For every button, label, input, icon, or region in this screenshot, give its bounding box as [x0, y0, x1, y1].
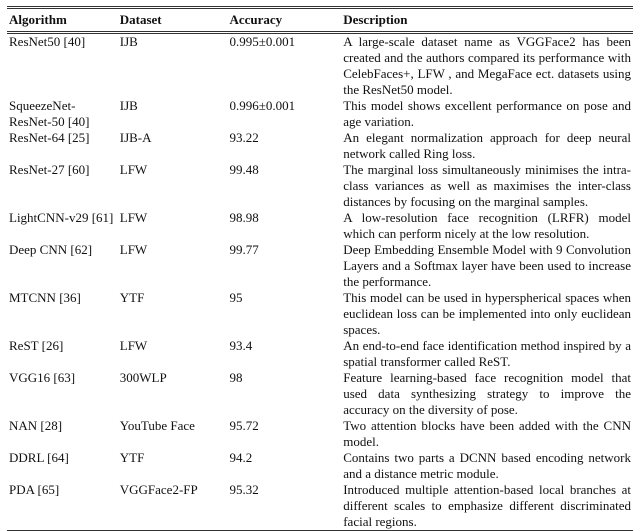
dataset-cell: LFW [119, 162, 148, 177]
description-cell: Feature learning-based face recognition model that used data synthesizing strategy to improve the accuracy on the diversity of pose. [343, 370, 631, 417]
algorithm-cell: MTCNN [36] [9, 290, 81, 305]
algorithm-cell: ResNet-27 [60] [9, 162, 90, 177]
dataset-cell: IJB-A [119, 130, 152, 145]
header-row [7, 8, 633, 33]
header-algorithm: Algorithm [9, 12, 67, 27]
table-row [7, 210, 633, 242]
accuracy-cell: 95.32 [229, 482, 259, 497]
accuracy-cell: 95.72 [229, 418, 259, 433]
description-cell: An elegant normalization approach for deep neural network called Ring loss. [343, 130, 631, 161]
accuracy-cell: 99.77 [229, 242, 259, 257]
table-row [7, 33, 633, 99]
dataset-cell: LFW [119, 338, 148, 353]
description-cell: Contains two parts a DCNN based encoding network and a distance metric module. [343, 450, 631, 481]
table-row [7, 370, 633, 418]
results-table [7, 6, 633, 531]
algorithm-cell: DDRL [64] [9, 450, 69, 465]
table-row [7, 450, 633, 482]
algorithm-cell: ResNet-64 [25] [9, 130, 90, 145]
algorithm-cell: NAN [28] [9, 418, 63, 433]
description-cell: Introduced multiple attention-based local branches at different scales to emphasize different discriminated facial regions. [343, 482, 631, 529]
description-cell: Two attention blocks have been added with the CNN model. [343, 418, 631, 449]
dataset-cell: VGGFace2-FP [119, 482, 198, 497]
accuracy-cell: 95 [229, 290, 243, 305]
table-row [7, 482, 633, 531]
dataset-cell: YTF [119, 450, 145, 465]
table-row [7, 98, 633, 130]
table-row [7, 338, 633, 370]
accuracy-cell: 94.2 [229, 450, 253, 465]
table-row [7, 130, 633, 162]
description-cell: Deep Embedding Ensemble Model with 9 Convolution Layers and a Softmax layer have been used to increase the performance. [343, 242, 631, 289]
dataset-cell: YTF [119, 290, 145, 305]
dataset-cell: LFW [119, 210, 148, 225]
dataset-cell: YouTube Face [119, 418, 195, 433]
header-accuracy: Accuracy [229, 12, 283, 27]
accuracy-cell: 93.22 [229, 130, 259, 145]
table-row [7, 290, 633, 338]
table-row [7, 418, 633, 450]
algorithm-cell: PDA [65] [9, 482, 60, 497]
accuracy-cell: 0.995±0.001 [229, 34, 296, 49]
description-cell: This model can be used in hyperspherical spaces when euclidean loss can be implemented into only euclidean spaces. [343, 290, 631, 337]
description-cell: An end-to-end face identification method inspired by a spatial transformer called ReST. [343, 338, 631, 369]
dataset-cell: LFW [119, 242, 148, 257]
accuracy-cell: 93.4 [229, 338, 253, 353]
accuracy-cell: 98 [229, 370, 243, 385]
description-cell: The marginal loss simultaneously minimises the intra-class variances as well as maximises the inter-class distances by focusing on the marginal samples. [343, 162, 631, 209]
description-cell: A large-scale dataset name as VGGFace2 has been created and the authors compared its performance with CelebFaces+, LFW , and MegaFace ect. datasets using the ResNet50 model. [343, 34, 631, 97]
algorithm-cell: ResNet50 [40] [9, 34, 86, 49]
algorithm-cell: ReST [26] [9, 338, 64, 353]
description-cell: This model shows excellent performance on pose and age variation. [343, 98, 631, 129]
dataset-cell: IJB [119, 34, 138, 49]
table-row [7, 242, 633, 290]
accuracy-cell: 99.48 [229, 162, 259, 177]
accuracy-cell: 0.996±0.001 [229, 98, 296, 113]
algorithm-cell: SqueezeNet-ResNet-50 [40] [9, 98, 90, 129]
algorithm-cell: LightCNN-v29 [61] [9, 210, 114, 225]
header-description: Description [343, 12, 408, 27]
algorithm-cell: Deep CNN [62] [9, 242, 93, 257]
dataset-cell: 300WLP [119, 370, 167, 385]
dataset-cell: IJB [119, 98, 138, 113]
header-dataset: Dataset [119, 12, 162, 27]
description-cell: A low-resolution face recognition (LRFR) model which can perform nicely at the low resolution. [343, 210, 631, 241]
algorithm-cell: VGG16 [63] [9, 370, 76, 385]
table-row [7, 162, 633, 210]
accuracy-cell: 98.98 [229, 210, 259, 225]
